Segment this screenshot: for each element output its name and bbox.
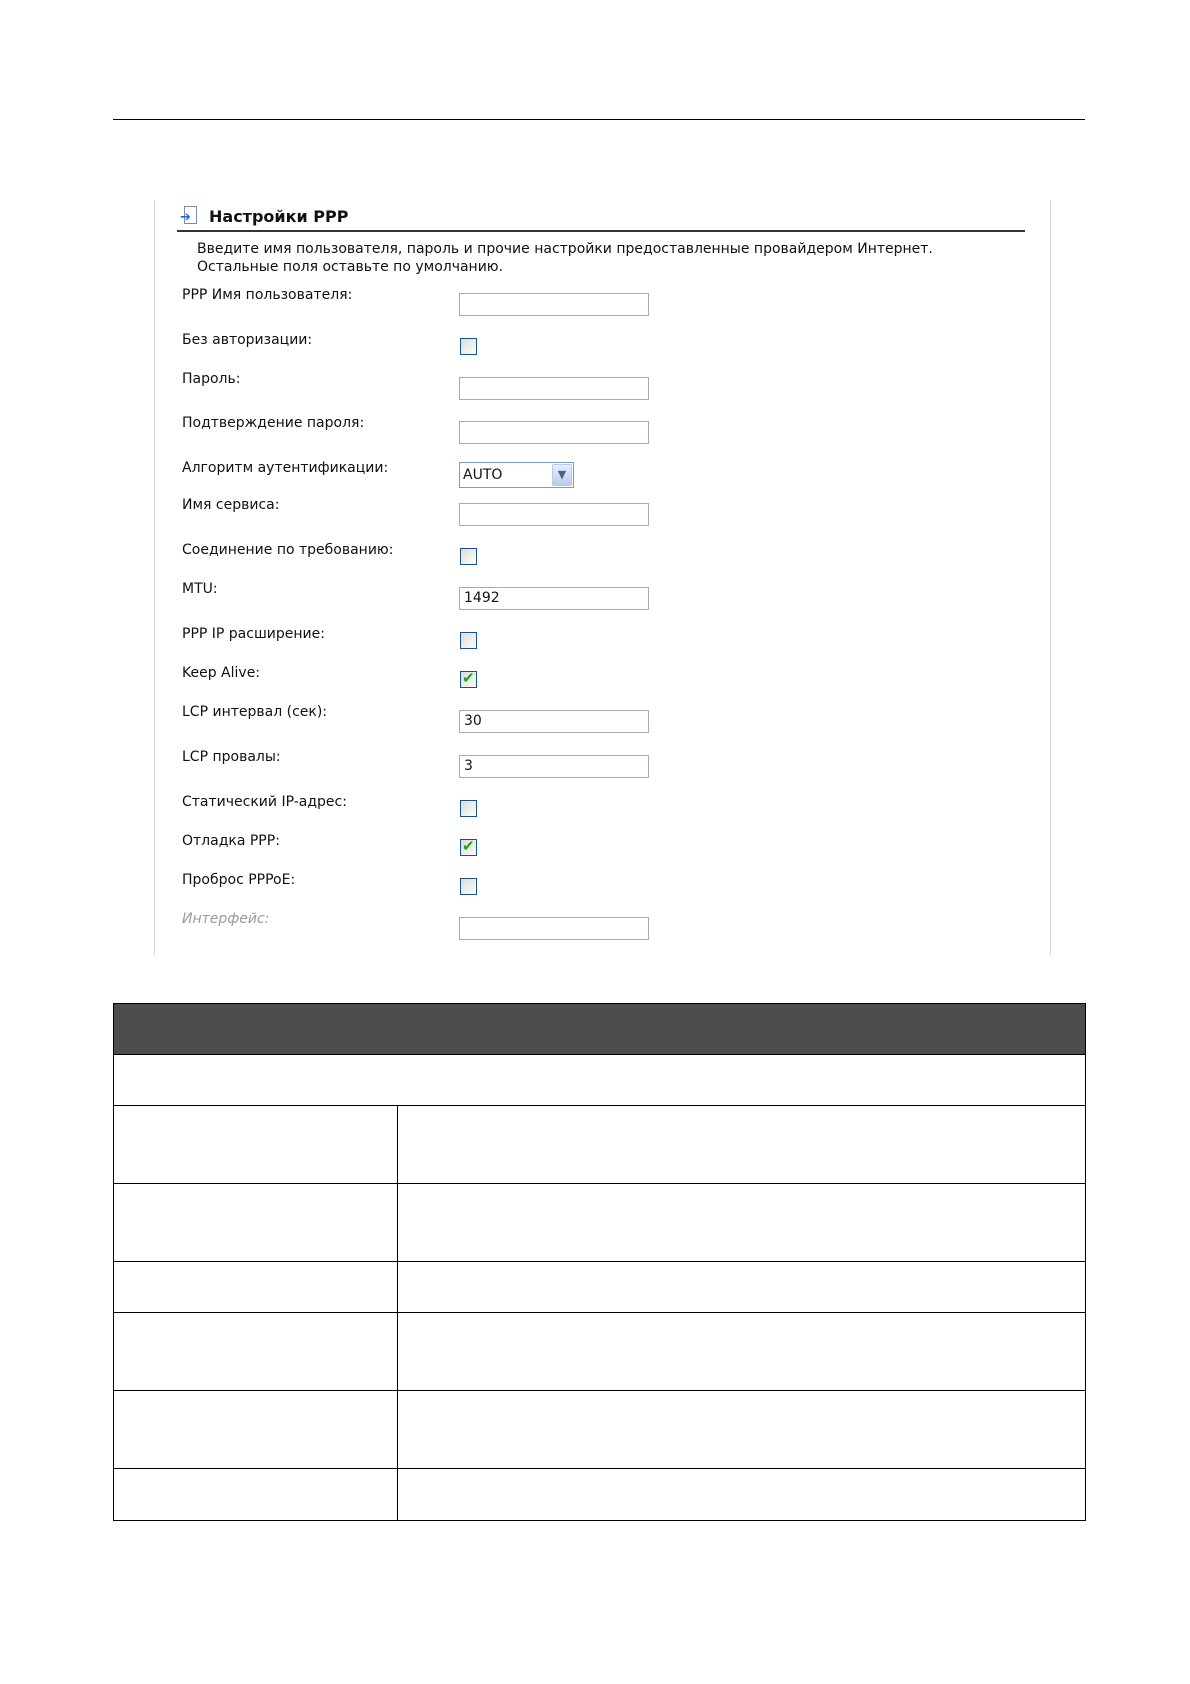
table-cell-desc [398, 1469, 1086, 1521]
auth-algo-value: AUTO [463, 467, 503, 483]
table-cell-param [114, 1106, 398, 1184]
lcp-fails-label: LCP провалы: [182, 749, 281, 765]
parameters-table [113, 1003, 1086, 1521]
service-name-input[interactable] [459, 503, 649, 526]
table-cell-param [114, 1313, 398, 1391]
table-row [114, 1469, 1086, 1521]
title-underline [177, 230, 1025, 232]
ppp-ip-ext-checkbox[interactable] [460, 632, 477, 649]
mtu-label: MTU: [182, 581, 218, 597]
intro-text: Введите имя пользователя, пароль и прочие настройки предоставленные провайдером Интернет. Остальные поля оставьте по умолчанию. [197, 241, 933, 275]
table-section-row [114, 1055, 1086, 1106]
password-input[interactable] [459, 377, 649, 400]
mtu-input[interactable]: 1492 [459, 587, 649, 610]
table-cell-desc [398, 1184, 1086, 1262]
auth-algo-label: Алгоритм аутентификации: [182, 460, 389, 476]
chevron-down-icon[interactable]: ▼ [552, 464, 572, 486]
password-confirm-label: Подтверждение пароля: [182, 415, 365, 431]
keep-alive-label: Keep Alive: [182, 665, 261, 681]
pppoe-passthrough-label: Проброс PPPoE: [182, 872, 296, 888]
table-row [114, 1184, 1086, 1262]
no-auth-label: Без авторизации: [182, 332, 313, 348]
checkmark-icon: ✔ [462, 837, 475, 855]
auth-algo-select[interactable] [459, 462, 574, 488]
username-input[interactable] [459, 293, 649, 316]
table-cell-desc [398, 1313, 1086, 1391]
table-cell-desc [398, 1106, 1086, 1184]
pppoe-passthrough-checkbox[interactable] [460, 878, 477, 895]
table-cell-param [114, 1262, 398, 1313]
lcp-fails-input[interactable]: 3 [459, 755, 649, 778]
on-demand-label: Соединение по требованию: [182, 542, 394, 558]
on-demand-checkbox[interactable] [460, 548, 477, 565]
ppp-debug-checkbox[interactable] [460, 839, 477, 856]
table-cell-param [114, 1391, 398, 1469]
ppp-ip-ext-label: PPP IP расширение: [182, 626, 325, 642]
no-auth-checkbox[interactable] [460, 338, 477, 355]
table-cell-param [114, 1184, 398, 1262]
interface-label: Интерфейс: [182, 911, 270, 927]
table-header [114, 1004, 1086, 1055]
panel-title-text: Настройки PPP [209, 206, 349, 226]
checkmark-icon: ✔ [462, 669, 475, 687]
password-label: Пароль: [182, 371, 241, 387]
table-cell-param [114, 1469, 398, 1521]
interface-input[interactable] [459, 917, 649, 940]
document-arrow-icon: ➔ [180, 206, 198, 226]
ppp-debug-label: Отладка PPP: [182, 833, 280, 849]
table-header-row [114, 1004, 1086, 1055]
service-name-label: Имя сервиса: [182, 497, 280, 513]
lcp-interval-input[interactable]: 30 [459, 710, 649, 733]
static-ip-label: Статический IP-адрес: [182, 794, 347, 810]
lcp-interval-label: LCP интервал (сек): [182, 704, 328, 720]
table-section-cell [114, 1055, 1086, 1106]
password-confirm-input[interactable] [459, 421, 649, 444]
table-row [114, 1313, 1086, 1391]
keep-alive-checkbox[interactable] [460, 671, 477, 688]
table-row [114, 1262, 1086, 1313]
table-row [114, 1391, 1086, 1469]
username-label: PPP Имя пользователя: [182, 287, 353, 303]
panel-title [180, 204, 348, 228]
static-ip-checkbox[interactable] [460, 800, 477, 817]
table-cell-desc [398, 1391, 1086, 1469]
table-row [114, 1106, 1086, 1184]
table-cell-desc [398, 1262, 1086, 1313]
page-header-rule [113, 119, 1085, 120]
